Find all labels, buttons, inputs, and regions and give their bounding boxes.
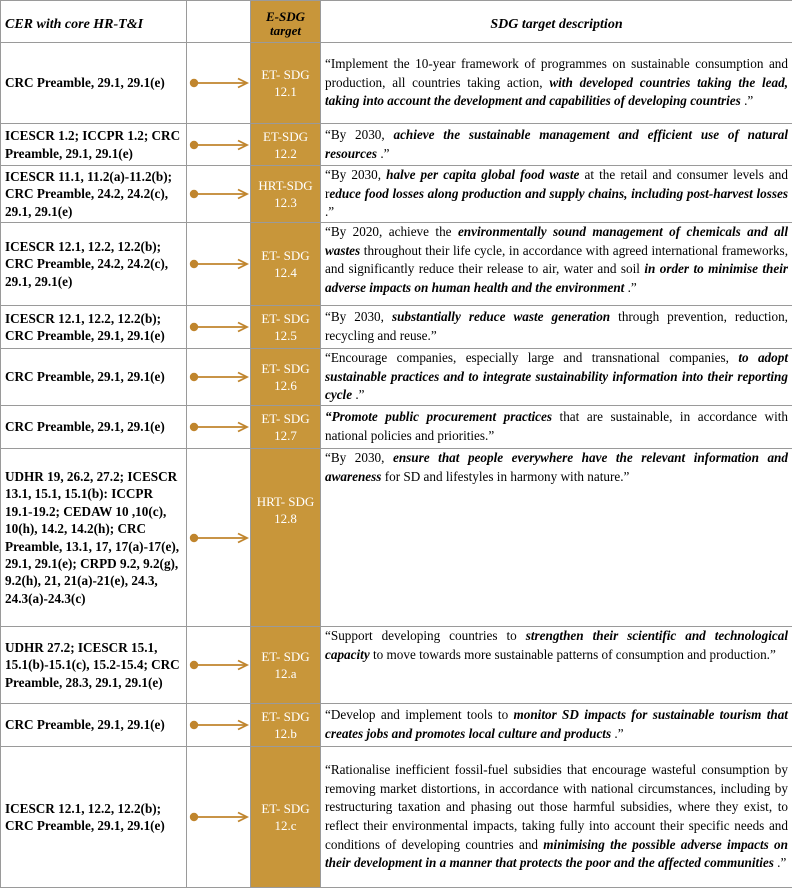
target-cell [251, 223, 321, 306]
target-number: 12.6 [274, 378, 297, 393]
table-row [1, 166, 792, 223]
header-arrow-spacer [187, 1, 251, 43]
arrow-icon [187, 258, 251, 270]
arrow-cell [187, 704, 251, 747]
target-label: ET- SDG [261, 801, 310, 816]
cer-cell: CRC Preamble, 29.1, 29.1(e) [1, 704, 187, 747]
desc-text: .” [740, 93, 754, 109]
description-cell [321, 43, 792, 124]
target-label: HRT- SDG [256, 494, 315, 509]
target-label: ET- SDG [261, 709, 310, 724]
target-cell [251, 704, 321, 747]
desc-text: .” [377, 145, 390, 161]
desc-text: through prevention, reduction, recycling and reuse.” [325, 309, 788, 343]
desc-text: .” [611, 726, 624, 741]
table-row [1, 349, 792, 406]
table-row [1, 704, 792, 747]
target-number: 12.2 [274, 145, 297, 161]
desc-text: “Rationalise inefficient fossil-fuel subsidies that encourage wasteful consumption by removing market distortions, in accordance with national circumstances, including by restructuring taxation and phasing out those harmful subsidies, where they exist, to reflect their environmental impacts, taking fully into account their specific needs and conditions of developing countries and [325, 762, 788, 852]
desc-text: .” [624, 279, 637, 295]
arrow-cell [187, 306, 251, 349]
description-cell [321, 166, 792, 223]
desc-text: “Develop and implement tools to [325, 707, 514, 723]
cer-cell: CRC Preamble, 29.1, 29.1(e) [1, 349, 187, 406]
desc-text: .” [773, 855, 787, 871]
description-cell [321, 124, 792, 166]
arrow-icon [187, 188, 251, 200]
arrow-cell [187, 449, 251, 627]
desc-text: “By 2030, [325, 450, 393, 465]
target-label: ET-SDG [262, 128, 309, 144]
cer-cell: ICESCR 11.1, 11.2(a)-11.2(b); CRC Preamble, 24.2, 24.2(c), 29.1, 29.1(e) [1, 166, 187, 223]
target-label: ET- SDG [261, 361, 310, 376]
target-number: 12.a [274, 666, 297, 681]
target-label: ET- SDG [261, 649, 310, 664]
cer-cell: UDHR 19, 26.2, 27.2; ICESCR 13.1, 15.1, 15.1(b): ICCPR 19.1-19.2; CEDAW 10 ,10(c), 10(h), 14.2, 14.2(h); CRC Preamble, 13.1, 17, 17(a)-17(e), 29.1, 29.1(e); CRPD 9.2, 9.2(g), 9.2(h), 21, 21(a)-21(e), 24.3, 24.3(a)-24.3(c) [1, 449, 187, 627]
target-number: 12.3 [274, 195, 297, 210]
arrow-cell [187, 349, 251, 406]
target-cell [251, 627, 321, 704]
target-cell [251, 306, 321, 349]
target-cell [251, 747, 321, 888]
table-row [1, 627, 792, 704]
desc-text: that are sustainable, in accordance with national policies and priorities.” [325, 409, 789, 443]
target-label: ET- SDG [261, 248, 310, 263]
target-number: 12.5 [274, 328, 297, 343]
desc-emphasis: minimising the possible adverse impacts on their development in a manner that protects the poor and the affected communities [325, 836, 788, 871]
table-row [1, 223, 792, 306]
arrow-icon [187, 371, 251, 383]
desc-text: “Support developing countries to [325, 628, 526, 643]
desc-text: .” [325, 204, 335, 220]
arrow-icon [187, 719, 251, 731]
description-cell [321, 449, 792, 627]
target-cell [251, 449, 321, 627]
target-cell [251, 124, 321, 166]
desc-text: “Implement the 10-year framework of programmes on sustainable consumption and production, all countries taking action, [325, 56, 788, 90]
desc-emphasis: to adopt sustainable practices and to integrate sustainability information into their reporting cycle [325, 350, 788, 403]
arrow-cell [187, 747, 251, 888]
description-cell [321, 704, 792, 747]
desc-text: to move towards more sustainable patterns of consumption and production.” [369, 646, 776, 662]
target-number: 12.c [274, 818, 297, 833]
arrow-cell [187, 166, 251, 223]
header-row [1, 1, 792, 43]
desc-text: .” [352, 387, 365, 403]
target-number: 12.8 [274, 511, 297, 526]
target-cell [251, 166, 321, 223]
target-number: 12.1 [274, 84, 297, 99]
target-number: 12.b [274, 726, 297, 741]
description-cell [321, 349, 792, 406]
cer-cell: ICESCR 12.1, 12.2, 12.2(b); CRC Preamble, 24.2, 24.2(c), 29.1, 29.1(e) [1, 223, 187, 306]
arrow-cell [187, 124, 251, 166]
table-row [1, 124, 792, 166]
target-number: 12.7 [274, 428, 297, 443]
arrow-cell [187, 223, 251, 306]
target-number: 12.4 [274, 265, 297, 280]
desc-emphasis: with developed countries taking the lead, taking into account the development and capabilities of developing countries [325, 74, 788, 109]
target-cell [251, 349, 321, 406]
header-cer: CER with core HR-T&I [1, 1, 187, 43]
header-target: E-SDG target [251, 1, 321, 43]
arrow-icon [187, 532, 251, 544]
target-label: ET- SDG [261, 67, 310, 82]
description-cell [321, 406, 792, 449]
cer-cell: ICESCR 12.1, 12.2, 12.2(b); CRC Preamble, 29.1, 29.1(e) [1, 306, 187, 349]
desc-emphasis: in order to minimise their adverse impacts on human health and the environment [325, 261, 788, 295]
arrow-icon [187, 321, 251, 333]
desc-text: “By 2030, [325, 309, 392, 325]
cer-cell: CRC Preamble, 29.1, 29.1(e) [1, 43, 187, 124]
table-row [1, 306, 792, 349]
cer-cell: ICESCR 1.2; ICCPR 1.2; CRC Preamble, 29.1, 29.1(e) [1, 124, 187, 166]
desc-emphasis: educe food losses along production and supply chains, including post-harvest losses [329, 185, 788, 201]
target-cell [251, 43, 321, 124]
table-row [1, 406, 792, 449]
desc-text: throughout their life cycle, in accordance with agreed international frameworks, and significantly reduce their release to air, water and soil [325, 242, 788, 277]
header-description: SDG target description [321, 1, 792, 43]
desc-emphasis: “Promote public procurement practices [325, 409, 553, 425]
description-cell [321, 747, 792, 888]
desc-emphasis: environmentally sound management of chemicals and all wastes [325, 224, 788, 258]
arrow-cell [187, 627, 251, 704]
table-row [1, 747, 792, 888]
cer-cell: CRC Preamble, 29.1, 29.1(e) [1, 406, 187, 449]
desc-emphasis: monitor SD impacts for sustainable tourism that creates jobs and promotes local culture and products [325, 707, 788, 741]
desc-emphasis: ensure that people everywhere have the relevant information and awareness [325, 450, 788, 484]
table-row [1, 43, 792, 124]
desc-emphasis: halve per capita global food waste [386, 167, 580, 183]
arrow-cell [187, 406, 251, 449]
arrow-icon [187, 421, 251, 433]
target-label: HRT-SDG [258, 178, 313, 193]
arrow-cell [187, 43, 251, 124]
target-cell [251, 406, 321, 449]
description-cell [321, 223, 792, 306]
cer-cell: UDHR 27.2; ICESCR 15.1, 15.1(b)-15.1(c), 15.2-15.4; CRC Preamble, 28.3, 29.1, 29.1(e) [1, 627, 187, 704]
desc-text: “By 2030, [325, 167, 387, 183]
cer-cell: ICESCR 12.1, 12.2, 12.2(b); CRC Preamble, 29.1, 29.1(e) [1, 747, 187, 888]
desc-text: for SD and lifestyles in harmony with nature.” [381, 468, 630, 484]
desc-text: “By 2030, [325, 126, 394, 142]
description-cell [321, 627, 792, 704]
desc-text: “Encourage companies, especially large and transnational companies, [325, 350, 739, 366]
description-cell [321, 306, 792, 349]
arrow-icon [187, 659, 251, 671]
desc-emphasis: substantially reduce waste generation [391, 309, 611, 325]
target-label: ET- SDG [261, 411, 310, 426]
arrow-icon [187, 77, 251, 89]
arrow-icon [187, 811, 251, 823]
desc-emphasis: strengthen their scientific and technological capacity [325, 628, 788, 662]
desc-emphasis: achieve the sustainable management and efficient use of natural resources [325, 126, 788, 161]
target-label: ET- SDG [261, 311, 310, 326]
desc-text: “By 2020, achieve the [325, 224, 458, 239]
arrow-icon [187, 139, 251, 151]
desc-text: at the retail and consumer levels and r [325, 167, 788, 201]
table-row [1, 449, 792, 627]
